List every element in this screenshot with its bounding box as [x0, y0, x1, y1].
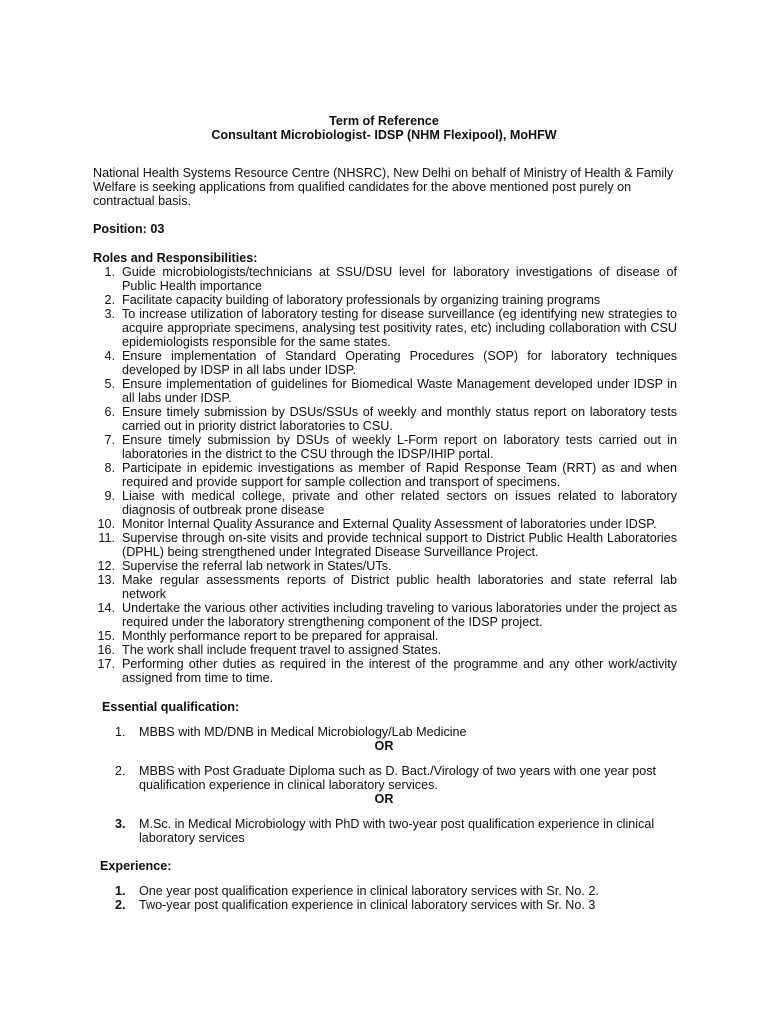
qualification-number: 3.	[115, 817, 126, 831]
list-text: Ensure implementation of Standard Operating Procedures (SOP) for laboratory techniques developed by IDSP in all labs under IDSP.	[122, 349, 677, 377]
experience-number: 1.	[115, 884, 126, 898]
or-separator: OR	[374, 792, 394, 806]
list-text: Supervise through on-site visits and provide technical support to District Public Health Laboratories (DPHL) being strengthened under Integrated Disease Surveillance Project.	[122, 531, 677, 559]
document-title: Term of Reference	[329, 114, 439, 128]
list-number: 7.	[104, 433, 115, 447]
list-number: 13.	[97, 573, 115, 587]
document-subtitle: Consultant Microbiologist- IDSP (NHM Flexipool), MoHFW	[211, 128, 557, 142]
list-item	[93, 643, 677, 657]
intro-paragraph: National Health Systems Resource Centre (NHSRC), New Delhi on behalf of Ministry of Health & Family Welfare is seeking applications from qualified candidates for the above mentioned post purely on contractual basis.	[93, 166, 674, 208]
roles-heading: Roles and Responsibilities:	[93, 251, 258, 265]
list-number: 15.	[97, 629, 115, 643]
qualification-text: MBBS with Post Graduate Diploma such as D. Bact./Virology of two years with one year post qualification experience in clinical laboratory services.	[139, 764, 657, 792]
list-item	[93, 265, 677, 293]
list-item	[93, 517, 677, 531]
list-text: Performing other duties as required in the interest of the programme and any other work/activity assigned from time to time.	[122, 657, 677, 685]
list-number: 8.	[104, 461, 115, 475]
roles-list	[93, 265, 677, 685]
list-item	[93, 489, 677, 517]
list-number: 12.	[97, 559, 115, 573]
list-text: Participate in epidemic investigations as member of Rapid Response Team (RRT) as and when required and provide support for sample collection and transport of specimens.	[122, 461, 677, 489]
list-item	[93, 405, 677, 433]
list-text: Ensure implementation of guidelines for Biomedical Waste Management developed under IDSP in all labs under IDSP.	[122, 377, 677, 405]
list-text: Monthly performance report to be prepared for appraisal.	[122, 629, 439, 643]
list-text: The work shall include frequent travel to assigned States.	[122, 643, 442, 657]
list-item	[93, 461, 677, 489]
list-text: Guide microbiologists/technicians at SSU/DSU level for laboratory investigations of disease of Public Health importance	[122, 265, 677, 293]
essential-qualification-heading: Essential qualification:	[102, 700, 240, 714]
qualification-text: MBBS with MD/DNB in Medical Microbiology/Lab Medicine	[139, 725, 467, 739]
list-item	[93, 349, 677, 377]
experience-text: Two-year post qualification experience in clinical laboratory services with Sr. No. 3	[139, 898, 596, 912]
position-count: Position: 03	[93, 222, 165, 236]
experience-item	[93, 884, 677, 898]
list-number: 2.	[104, 293, 115, 307]
list-item	[93, 657, 677, 685]
list-number: 11.	[98, 531, 115, 545]
list-text: Monitor Internal Quality Assurance and External Quality Assessment of laboratories under IDSP.	[122, 517, 657, 531]
list-text: Ensure timely submission by DSUs of weekly L-Form report on laboratory tests carried out in laboratories in the district to the CSU through the IDSP/IHIP portal.	[122, 433, 677, 461]
qualification-number: 2.	[115, 764, 126, 778]
list-item	[93, 307, 677, 349]
list-number: 1.	[104, 265, 115, 279]
list-item	[93, 531, 677, 559]
experience-text: One year post qualification experience in clinical laboratory services with Sr. No. 2.	[139, 884, 599, 898]
experience-heading: Experience:	[100, 859, 172, 873]
experience-number: 2.	[115, 898, 126, 912]
qualification-number: 1.	[115, 725, 126, 739]
qualification-text: M.Sc. in Medical Microbiology with PhD with two-year post qualification experience in clinical laboratory services	[139, 817, 655, 845]
list-item	[93, 433, 677, 461]
list-text: Make regular assessments reports of District public health laboratories and state referral lab network	[122, 573, 677, 601]
qualification-item	[93, 764, 677, 792]
list-number: 6.	[104, 405, 115, 419]
list-number: 17.	[97, 657, 115, 671]
list-text: Supervise the referral lab network in States/UTs.	[122, 559, 392, 573]
list-text: Liaise with medical college, private and other related sectors on issues related to laboratory diagnosis of outbreak prone disease	[122, 489, 677, 517]
qualification-item	[93, 817, 677, 845]
list-number: 14.	[97, 601, 115, 615]
list-item	[93, 573, 677, 601]
list-number: 5.	[104, 377, 115, 391]
list-number: 9.	[104, 489, 115, 503]
list-item	[93, 629, 677, 643]
list-text: Facilitate capacity building of laboratory professionals by organizing training programs	[122, 293, 601, 307]
list-text: To increase utilization of laboratory testing for disease surveillance (eg identifying new strategies to acquire appropriate specimens, analysing test positivity rates, etc) including collaboration with CSU epidemiologists responsible for the same states.	[122, 307, 677, 349]
list-number: 4.	[104, 349, 115, 363]
list-item	[93, 377, 677, 405]
list-number: 16.	[97, 643, 115, 657]
list-item	[93, 293, 677, 307]
list-text: Undertake the various other activities including traveling to various laboratories under the project as required under the laboratory strengthening component of the IDSP project.	[122, 601, 677, 629]
list-item	[93, 559, 677, 573]
qualification-item	[93, 725, 677, 739]
list-number: 10.	[97, 517, 115, 531]
list-number: 3.	[104, 307, 115, 321]
experience-item	[93, 898, 677, 912]
or-separator: OR	[374, 739, 394, 753]
list-text: Ensure timely submission by DSUs/SSUs of weekly and monthly status report on laboratory tests carried out in priority district laboratories to CSU.	[122, 405, 677, 433]
list-item	[93, 601, 677, 629]
